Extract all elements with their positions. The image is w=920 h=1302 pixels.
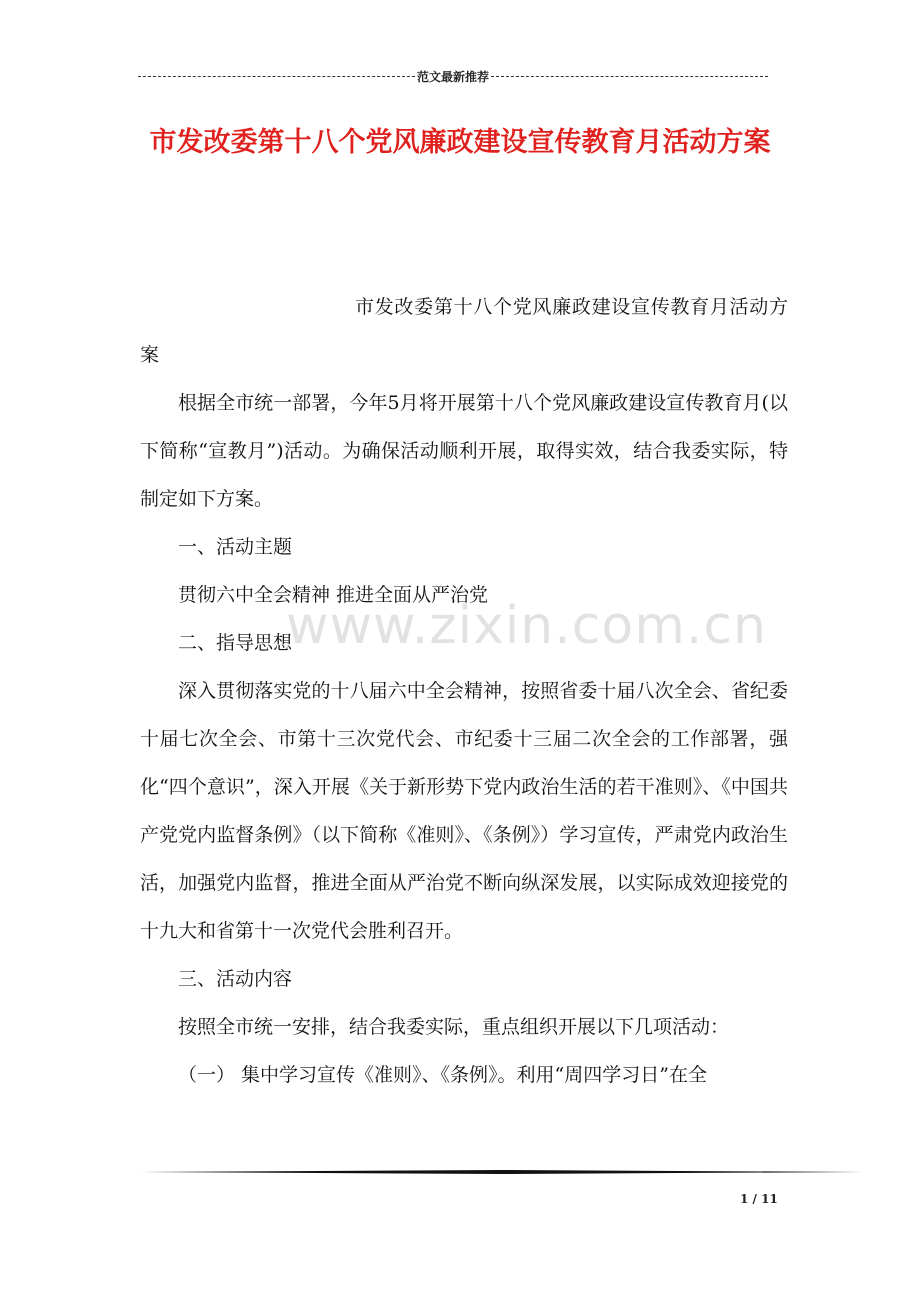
intro-paragraph: 根据全市统一部署，今年5月将开展第十八个党风廉政建设宣传教育月(以下简称“宣教月”)活动。为确保活动顺利开展，取得实效，结合我委实际，特制定如下方案。: [140, 392, 788, 510]
header-dash-left: [138, 76, 415, 77]
section-heading-2: 二、指导思想: [178, 632, 293, 654]
header-dash-right: [491, 76, 768, 77]
watermark: www.zixin.com.cn: [286, 596, 767, 656]
guiding-thought-paragraph: 深入贯彻落实党的十八届六中全会精神，按照省委十届八次全会、省纪委十届七次全会、市第十三次党代会、市纪委十三届二次全会的工作部署，强化“四个意识”，深入开展《关于新形势下党内政治生活的若干准则》、《中国共产党党内监督条例》（以下简称《准则》、《条例》）学习宣传，严肃党内政治生活，加强党内监督，推进全面从严治党不断向纵深发展，以实际成效迎接党的十九大和省第十一次党代会胜利召开。: [140, 680, 788, 942]
document-body: [140, 283, 788, 1099]
theme-paragraph: 贯彻六中全会精神 推进全面从严治党: [178, 584, 489, 606]
header-label: 范文最新推荐: [417, 69, 490, 84]
section-heading-3: 三、活动内容: [178, 968, 293, 990]
content-intro-paragraph: 按照全市统一安排，结合我委实际，重点组织开展以下几项活动：: [178, 1016, 730, 1038]
content-item-1: （一） 集中学习宣传《准则》、《条例》。利用“周四学习日”在全: [178, 1064, 707, 1086]
section-heading-1: 一、活动主题: [178, 536, 293, 558]
subtitle-paragraph: 市发改委第十八个党风廉政建设宣传教育月活动方案: [140, 296, 788, 366]
document-title: 市发改委第十八个党风廉政建设宣传教育月活动方案: [149, 127, 771, 158]
footer-rule: [140, 1170, 864, 1174]
page-header: [138, 66, 768, 86]
page-number: 1 / 11: [740, 1192, 778, 1206]
